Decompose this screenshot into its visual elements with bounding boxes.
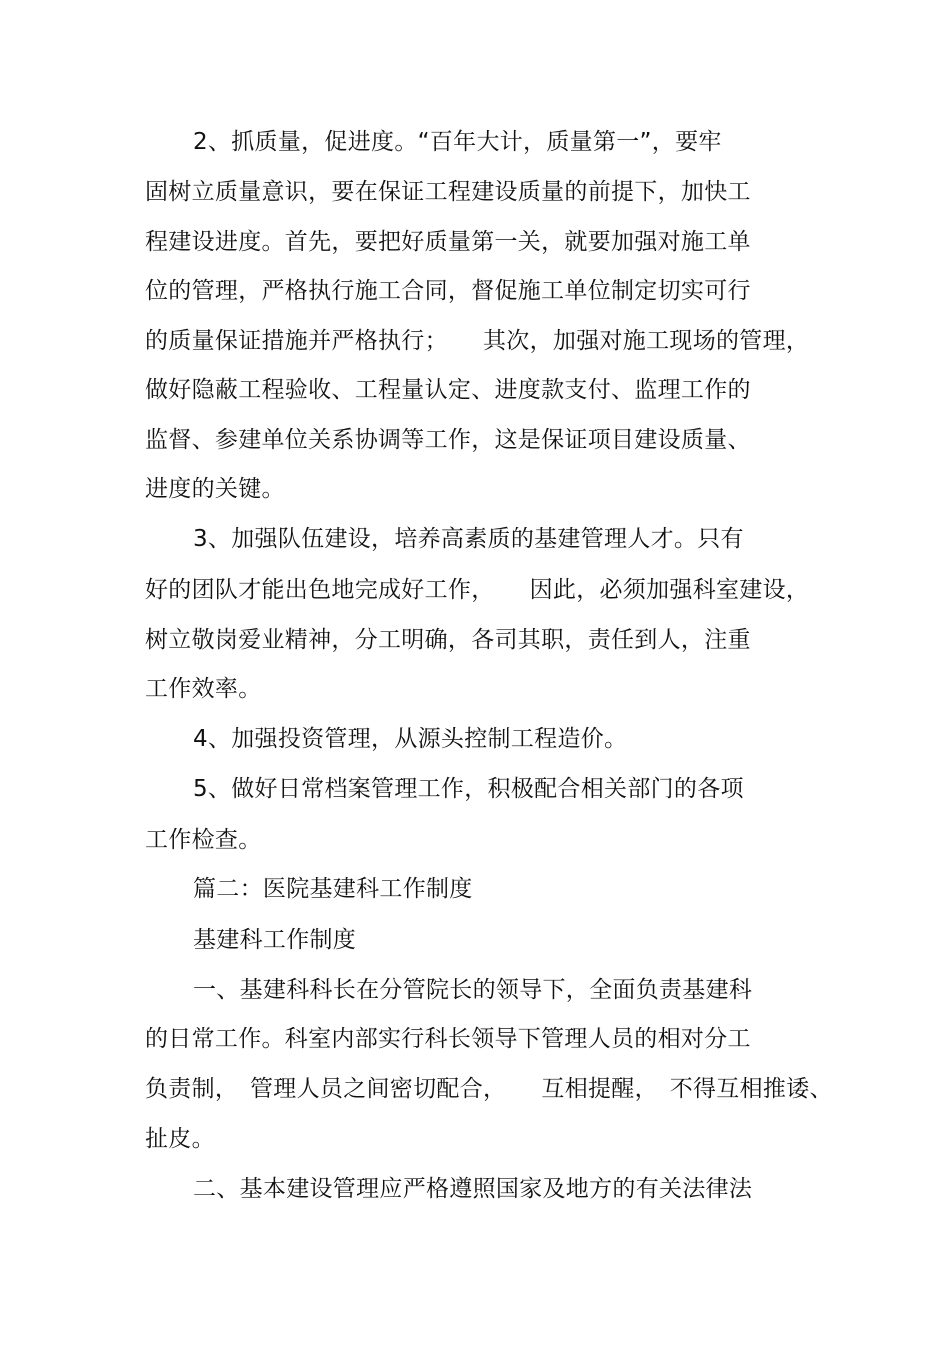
text-line: 的日常工作。科室内部实行科长领导下管理人员的相对分工 [145,1026,751,1052]
text-line: 做好隐蔽工程验收、工程量认定、进度款支付、监理工作的 [145,377,751,403]
text-line: 5、做好日常档案管理工作，积极配合相关部门的各项 [193,776,744,802]
section-title: 基建科工作制度 [193,927,357,953]
text-line: 3、加强队伍建设，培养高素质的基建管理人才。只有 [193,526,744,552]
text-line: 固树立质量意识，要在保证工程建设质量的前提下，加快工 [145,179,751,205]
text-line: 工作检查。 [145,827,262,853]
text-line: 4、加强投资管理，从源头控制工程造价。 [193,726,628,752]
text-line: 程建设进度。首先，要把好质量第一关，就要加强对施工单 [145,229,751,255]
text-line: 负责制， 管理人员之间密切配合， 互相提醒， 不得互相推诿、 [145,1076,833,1102]
text-line: 工作效率。 [145,676,262,702]
text-line: 二、基本建设管理应严格遵照国家及地方的有关法律法 [193,1176,753,1202]
text-line: 一、基建科科长在分管院长的领导下，全面负责基建科 [193,977,753,1003]
text-line: 监督、参建单位关系协调等工作，这是保证项目建设质量、 [145,427,751,453]
text-line: 位的管理，严格执行施工合同，督促施工单位制定切实可行 [145,278,751,304]
text-line: 2、抓质量，促进度。“百年大计，质量第一”，要牢 [193,129,722,155]
text-line: 的质量保证措施并严格执行； 其次，加强对施工现场的管理， [145,328,810,354]
text-line: 扯皮。 [145,1126,215,1152]
text-line: 好的团队才能出色地完成好工作， 因此，必须加强科室建设， [145,577,810,603]
text-line: 进度的关键。 [145,476,285,502]
section-heading: 篇二：医院基建科工作制度 [193,876,473,902]
text-line: 树立敬岗爱业精神，分工明确，各司其职，责任到人，注重 [145,627,751,653]
